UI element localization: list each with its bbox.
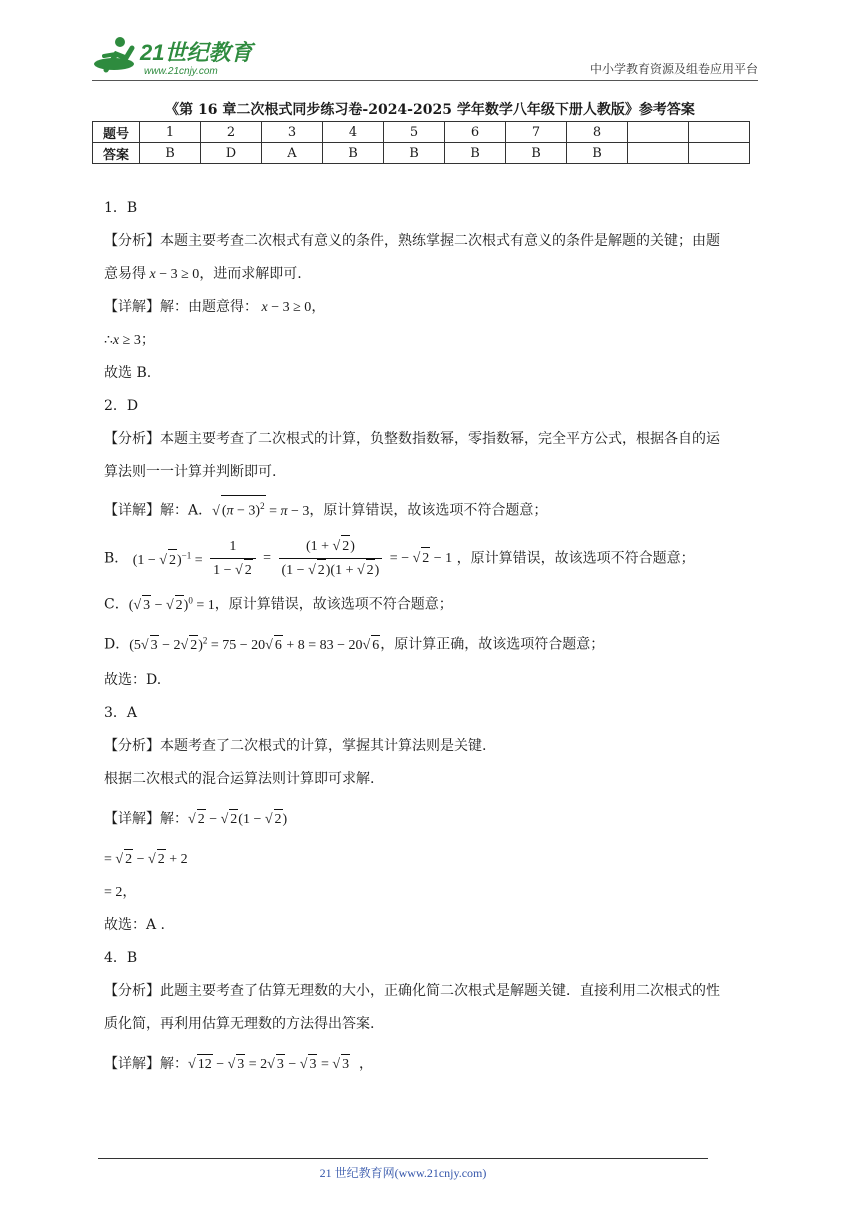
answer-table-number-row (93, 122, 750, 143)
q4-analysis-2: 质化简，再利用估算无理数的方法得出答案. (104, 1016, 375, 1032)
table-cell: B (140, 143, 201, 164)
table-cell (628, 122, 689, 143)
table-cell (628, 143, 689, 164)
table-cell: 2 (201, 122, 262, 143)
logo-text: 21世纪教育 (140, 40, 253, 65)
q3-analysis-2: 根据二次根式的混合运算法则计算即可求解. (104, 771, 375, 787)
footer-divider (98, 1158, 708, 1159)
table-cell: A (262, 143, 323, 164)
table-cell: 8 (567, 122, 628, 143)
q1-analysis-2: 意易得 x − 3 ≥ 0，进而求解即可. (104, 266, 302, 282)
q4-head: 4．B (104, 950, 138, 966)
table-cell (689, 143, 750, 164)
table-cell: B (323, 143, 384, 164)
table-cell: 7 (506, 122, 567, 143)
footer-link[interactable]: 21 世纪教育网(www.21cnjy.com) (319, 1166, 487, 1180)
page-header (92, 30, 758, 80)
answer-table-answer-row (93, 143, 750, 164)
q4-detail: 【详解】解：√ 12 − √ 3 = 2√ 3 − √ 3 = √ 3 ， (104, 1054, 764, 1087)
q3-choose: 故选：A . (104, 917, 166, 933)
q1-choose: 故选 B. (104, 365, 152, 381)
table-cell: B (445, 143, 506, 164)
q2-detail-c: C．(√ 3 − √ 2)$^0$ = 1，原计算错误，故该选项不符合题意； (104, 590, 764, 630)
q2-detail-b: B． (1 − √ 2)$^{-1}$ = $\frac{1}{1 - √ 2}$ = $\frac{(1 + √ 2)}{(1 - √ 2)(1 + √ 2)}$ = − √ 2 − 1 ，原计算错误，故该选项不符合题意； (104, 535, 764, 590)
q4-analysis-1: 【分析】此题主要考查了估算无理数的大小，正确化简二次根式是解题关键．直接利用二次根式的性 (104, 983, 720, 999)
document-title: 《第 16 章二次根式同步练习卷-2024-2025 学年数学八年级下册人教版》参考答案 (165, 102, 695, 118)
q1-therefore: ∴x ≥ 3； (104, 332, 155, 348)
q3-detail: 【详解】解：√ 2 − √ 2(1 − √ 2) (104, 809, 764, 849)
header-divider (92, 80, 758, 81)
table-cell: B (506, 143, 567, 164)
site-logo (92, 34, 262, 78)
q2-detail-a: 【详解】解：A．√ $(\pi - 3)^2 = \pi - 3$，原计算错误，故该选项不符合题意； (104, 495, 764, 535)
table-cell: D (201, 143, 262, 164)
table-cell: 5 (384, 122, 445, 143)
q2-detail-d: D．(5√ 3 − 2√ 2)$^2$ = 75 − 20√ 6 + 8 = 83 − 20√ 6，原计算正确，故该选项符合题意； (104, 630, 764, 670)
q2-head: 2．D (104, 398, 139, 414)
q2-choose: 故选：D. (104, 672, 162, 688)
table-cell: B (384, 143, 445, 164)
site-name: 中小学教育资源及组卷应用平台 (589, 62, 758, 76)
q3-step-2: = 2， (104, 884, 137, 900)
q3-head: 3．A (104, 705, 138, 721)
table-cell: B (567, 143, 628, 164)
table-row-label: 答案 (93, 143, 140, 164)
answer-table (92, 121, 750, 164)
table-cell: 1 (140, 122, 201, 143)
table-cell: 3 (262, 122, 323, 143)
logo-url: www.21cnjy.com (144, 66, 218, 77)
q2-analysis-1: 【分析】本题主要考查了二次根式的计算，负整数指数幂，零指数幂，完全平方公式，根据各自的运 (104, 431, 720, 447)
table-cell: 6 (445, 122, 506, 143)
q2-analysis-2: 算法则一一计算并判断即可. (104, 464, 277, 480)
q3-analysis-1: 【分析】本题考查了二次根式的计算，掌握其计算法则是关键. (104, 738, 487, 754)
q1-detail: 【详解】解：由题意得： x − 3 ≥ 0， (104, 299, 326, 315)
q1-head: 1．B (104, 200, 138, 216)
table-cell: 4 (323, 122, 384, 143)
table-cell (689, 122, 750, 143)
q1-analysis-1: 【分析】本题主要考查二次根式有意义的条件，熟练掌握二次根式有意义的条件是解题的关键；由题 (104, 233, 720, 249)
table-row-label: 题号 (93, 122, 140, 143)
q3-step-1: = √ 2 − √ 2 + 2 (104, 849, 764, 882)
answer-content (104, 198, 764, 1087)
